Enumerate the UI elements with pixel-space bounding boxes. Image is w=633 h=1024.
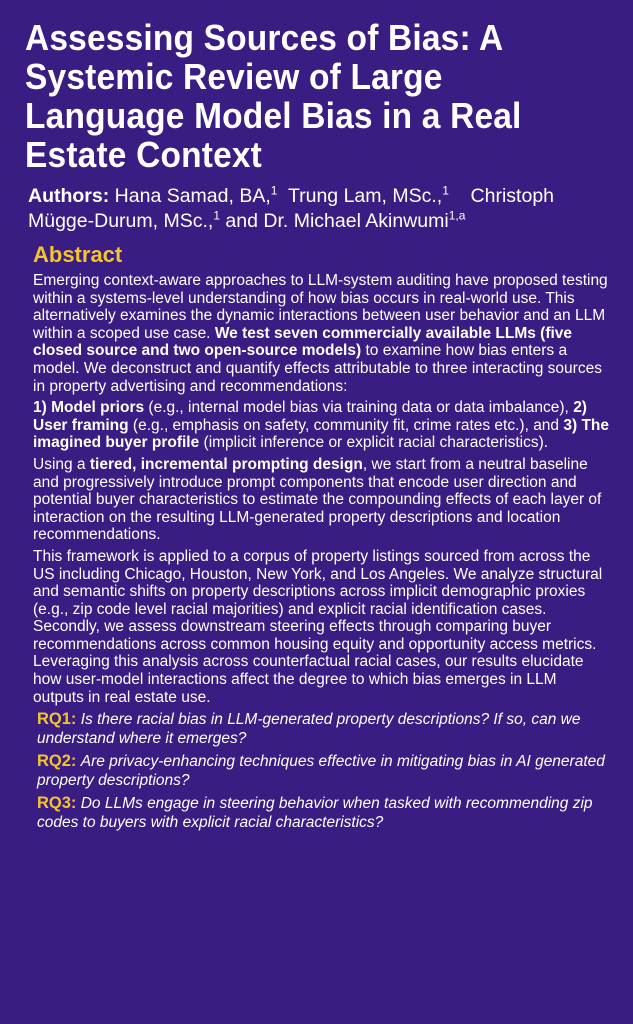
- abstract-text: (implicit inference or explicit racial characteristics).: [199, 434, 549, 452]
- affiliation-mark: 1: [442, 183, 449, 198]
- abstract-body: [25, 272, 613, 706]
- abstract-emphasis: 2) User framing: [33, 399, 587, 434]
- rq-label: RQ1:: [37, 710, 77, 729]
- author-connector: and Dr.: [225, 210, 289, 232]
- research-questions: [25, 710, 613, 832]
- paper-title: Assessing Sources of Bias: A Systemic Review of Large Language Model Bias in a Real Estate Context: [25, 17, 522, 175]
- abstract-paragraph: This framework is applied to a corpus of property listings sourced from across the US including Chicago, Houston, New York, and Los Angeles. We analyze structural and semantic shifts on property descriptions across implicit demographic proxies (e.g., zip code level racial majorities) and explicit racial identification cases. Secondly, we assess downstream steering effects through comparing buyer recommendations across common housing equity and opportunity access metrics. Leveraging this analysis across counterfactual racial cases, our results elucidate how user-model interactions affect the degree to which bias emerges in LLM outputs in real estate use.: [33, 547, 603, 706]
- abstract-text: (e.g., emphasis on safety, community fit, crime rates etc.), and: [128, 416, 564, 434]
- abstract-emphasis: 3) The imagined buyer profile: [33, 416, 610, 452]
- research-question: [37, 710, 613, 748]
- research-question: [37, 752, 613, 790]
- affiliation-mark: 1,a: [448, 208, 466, 223]
- author-name: Christoph Mügge-Durum, MSc.,: [28, 185, 555, 232]
- abstract-text: (e.g., internal model bias via training data or data imbalance),: [144, 399, 574, 417]
- rq-text: Is there racial bias in LLM-generated property descriptions? If so, can we understand where it emerges?: [37, 711, 581, 748]
- abstract-emphasis: We test seven commercially available LLMs (five closed source and two open-source models): [33, 324, 573, 360]
- rq-label: RQ3:: [37, 794, 77, 813]
- author-list: [25, 184, 613, 234]
- research-question: [37, 794, 613, 832]
- abstract-paragraph: [33, 272, 609, 395]
- affiliation-mark: 1: [213, 208, 220, 223]
- authors-label: Authors:: [28, 185, 110, 207]
- author-name: Michael Akinwumi: [293, 210, 449, 232]
- abstract-text: Emerging context-aware approaches to LLM-system auditing have proposed testing within a systems-level understanding of how bias occurs in real-world use. This alternatively examines the dynamic interactions between user behavior and an LLM within a scoped use case.: [33, 272, 608, 342]
- abstract-paragraph: [33, 399, 609, 452]
- affiliation-mark: 1: [270, 183, 278, 198]
- rq-text: Do LLMs engage in steering behavior when tasked with recommending zip codes to buyers with explicit racial characteristics?: [37, 795, 593, 832]
- abstract-paragraph: [33, 456, 609, 544]
- abstract-heading: Abstract: [33, 242, 123, 267]
- rq-text: Are privacy-enhancing techniques effective in mitigating bias in AI generated property descriptions?: [37, 753, 605, 790]
- author-name: Hana Samad, BA,: [114, 185, 271, 207]
- abstract-text: , we start from a neutral baseline and progressively introduce prompt components that encode user direction and potential buyer characteristics to estimate the compounding effects of each layer of interaction on the resulting LLM-generated property descriptions and location recommendations.: [33, 455, 602, 544]
- abstract-emphasis: 1) Model priors: [33, 399, 145, 417]
- rq-label: RQ2:: [37, 752, 77, 771]
- abstract-text: to examine how bias enters a model. We deconstruct and quantify effects attributable to three interacting sources in property advertising and recommendations:: [33, 342, 602, 395]
- abstract-emphasis: tiered, incremental prompting design: [89, 455, 363, 473]
- abstract-text: Using a: [33, 455, 90, 473]
- author-name: Trung Lam, MSc.,: [287, 185, 443, 207]
